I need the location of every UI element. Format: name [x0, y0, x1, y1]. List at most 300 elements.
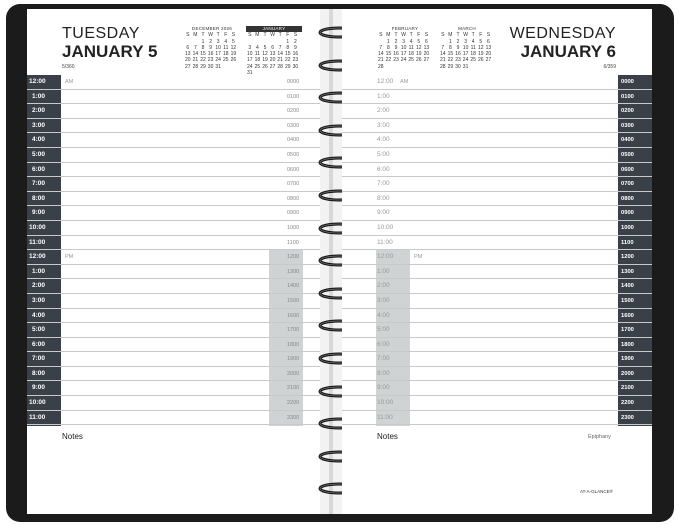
hour-label: 1:00 — [377, 92, 390, 100]
hour-row[interactable] — [342, 265, 652, 280]
am-marker: AM — [400, 79, 409, 85]
military-time: 0800 — [621, 195, 634, 202]
hour-label: 11:00 — [29, 413, 46, 421]
military-time: 0400 — [287, 137, 300, 144]
calendar-day: 12 — [262, 51, 268, 58]
hour-label: 2:00 — [32, 282, 46, 290]
calendar-day — [222, 64, 230, 70]
military-time: 0200 — [287, 108, 300, 115]
hour-label: 5:00 — [377, 326, 390, 334]
hour-label: 10:00 — [29, 223, 46, 231]
military-time: 1100 — [621, 239, 634, 246]
calendar-day — [469, 64, 477, 70]
calendar-day: 26 — [477, 57, 484, 64]
calendar-day: 4 — [256, 44, 259, 51]
hour-row[interactable] — [27, 236, 320, 251]
calendar-day: 2 — [293, 38, 297, 45]
calendar-day: 28 — [378, 63, 384, 70]
hour-label: 8:00 — [32, 369, 46, 377]
calendar-day — [485, 64, 493, 70]
calendar-day: 5 — [231, 38, 235, 45]
hour-label: 3:00 — [377, 121, 390, 129]
calendar-day — [392, 64, 400, 70]
military-time: 2100 — [287, 385, 300, 392]
hour-row[interactable] — [342, 411, 652, 426]
calendar-day: 22 — [200, 57, 206, 64]
hour-row[interactable] — [27, 206, 320, 221]
calendar-weekday: M — [255, 32, 260, 39]
calendar-day: 20 — [485, 51, 492, 58]
calendar-day: 25 — [470, 57, 476, 64]
calendar-day: 13 — [269, 51, 276, 58]
calendar-day: 16 — [207, 51, 214, 58]
calendar-day: 6 — [424, 38, 428, 45]
hour-row[interactable] — [27, 396, 320, 411]
hour-row[interactable] — [27, 90, 320, 105]
hour-label: 12:00 — [377, 78, 394, 85]
calendar-day: 9 — [293, 44, 297, 51]
hour-label: 5:00 — [377, 150, 390, 158]
calendar-day: 5 — [417, 38, 421, 45]
calendar-day — [407, 64, 415, 70]
pm-marker: PM — [414, 254, 423, 261]
hour-row[interactable] — [27, 367, 320, 382]
calendar-month-title: FEBRUARY — [391, 26, 419, 31]
hour-row[interactable] — [342, 236, 652, 251]
calendar-day: 6 — [271, 44, 274, 51]
calendar-day: 26 — [415, 57, 422, 64]
calendar-day: 4 — [471, 38, 475, 45]
calendar-day: 14 — [277, 51, 283, 58]
calendar-day: 2 — [456, 38, 460, 45]
pm-marker: PM — [65, 254, 74, 261]
military-time: 1600 — [621, 312, 634, 319]
calendar-day: 7 — [278, 44, 282, 51]
hour-row[interactable] — [342, 90, 652, 105]
military-time: 1600 — [287, 312, 300, 319]
calendar-weekday: F — [286, 32, 290, 39]
calendar-day: 28 — [277, 63, 283, 70]
hour-label: 9:00 — [377, 209, 390, 217]
calendar-day: 7 — [379, 44, 383, 51]
hour-row[interactable] — [342, 309, 652, 324]
hour-label: 3:00 — [32, 296, 46, 304]
calendar-day: 31 — [215, 63, 221, 70]
calendar-month-title: DECEMBER 2026 — [191, 26, 233, 31]
hour-row[interactable] — [27, 338, 320, 353]
calendar-day — [400, 64, 408, 70]
calendar-day: 29 — [284, 63, 291, 70]
calendar-day: 23 — [292, 57, 299, 64]
hour-label: 10:00 — [377, 399, 394, 407]
hour-row[interactable] — [27, 381, 320, 396]
calendar-day: 16 — [393, 51, 399, 58]
calendar-day: 26 — [262, 63, 268, 70]
calendar-day: 1 — [387, 38, 390, 45]
hour-label: 10:00 — [29, 399, 46, 407]
calendar-day: 23 — [207, 57, 214, 64]
calendar-day — [423, 64, 431, 70]
calendar-day: 3 — [216, 38, 220, 45]
left-day-of-year: 5/360 — [62, 64, 75, 70]
hour-row[interactable] — [27, 265, 320, 280]
calendar-weekday: M — [193, 32, 198, 39]
calendar-day: 13 — [423, 44, 430, 51]
hour-row[interactable] — [342, 396, 652, 411]
calendar-day: 24 — [247, 63, 253, 70]
calendar-day: 17 — [400, 51, 407, 58]
calendar-day: 8 — [387, 44, 390, 51]
calendar-day: 3 — [248, 44, 252, 51]
calendar-day-grid — [377, 32, 433, 70]
right-day-of-year: 6/359 — [603, 64, 616, 70]
calendar-day: 12 — [415, 44, 422, 51]
hour-label: 5:00 — [32, 150, 46, 158]
calendar-day: 20 — [269, 57, 276, 64]
military-time: 0900 — [287, 210, 300, 217]
calendar-day: 16 — [455, 51, 461, 58]
mini-calendar-december — [184, 26, 240, 70]
calendar-weekday: T — [409, 32, 413, 39]
military-time: 0200 — [621, 108, 634, 115]
calendar-weekday: S — [248, 32, 252, 39]
calendar-day: 3 — [464, 38, 467, 45]
calendar-day: 10 — [215, 44, 221, 51]
calendar-weekday: S — [486, 32, 491, 39]
calendar-day: 8 — [449, 44, 452, 51]
calendar-day: 30 — [455, 63, 461, 70]
calendar-day — [230, 64, 238, 70]
military-time: 1500 — [287, 297, 300, 304]
calendar-day: 11 — [408, 44, 414, 51]
calendar-weekday: T — [216, 32, 220, 39]
calendar-day: 27 — [485, 57, 492, 64]
calendar-weekday: S — [231, 32, 236, 39]
calendar-day: 11 — [254, 51, 260, 58]
hour-label: 2:00 — [377, 282, 390, 290]
military-time: 0900 — [621, 210, 634, 217]
hour-label: 12:00 — [29, 78, 46, 85]
calendar-day: 25 — [408, 57, 414, 64]
hour-row[interactable] — [342, 192, 652, 207]
calendar-day: 27 — [185, 63, 191, 70]
hour-row[interactable] — [27, 75, 320, 90]
calendar-day: 15 — [447, 51, 454, 58]
military-time: 0700 — [287, 181, 300, 188]
calendar-day: 25 — [254, 63, 261, 70]
calendar-day: 4 — [409, 38, 413, 45]
military-time: 0000 — [287, 79, 300, 85]
military-time: 0100 — [287, 93, 300, 100]
calendar-day: 24 — [215, 57, 221, 64]
calendar-weekday: T — [456, 32, 460, 39]
calendar-weekday: S — [441, 32, 445, 39]
calendar-day: 22 — [284, 57, 291, 64]
calendar-day: 9 — [456, 44, 460, 51]
military-time: 1900 — [287, 356, 300, 363]
hour-row[interactable] — [342, 163, 652, 178]
calendar-day: 10 — [462, 44, 469, 51]
hour-row[interactable] — [342, 133, 652, 148]
calendar-day: 27 — [423, 57, 430, 64]
military-time: 1800 — [287, 341, 300, 348]
hour-row[interactable] — [27, 221, 320, 236]
hour-label: 2:00 — [32, 107, 46, 115]
military-time: 1000 — [287, 224, 300, 231]
left-page — [27, 9, 320, 514]
calendar-day: 23 — [393, 57, 399, 64]
calendar-weekday: T — [471, 32, 475, 39]
calendar-day: 15 — [200, 51, 206, 58]
calendar-day: 18 — [408, 51, 414, 58]
hour-row[interactable] — [342, 367, 652, 382]
hour-label: 8:00 — [377, 194, 390, 202]
calendar-day: 17 — [462, 51, 469, 58]
left-day-name: TUESDAY — [62, 25, 140, 42]
calendar-day: 28 — [192, 63, 199, 70]
hour-row[interactable] — [342, 250, 652, 265]
military-time: 1200 — [287, 254, 300, 261]
hour-row[interactable] — [27, 279, 320, 294]
mini-calendar-february — [377, 26, 433, 70]
military-time: 0700 — [621, 181, 634, 188]
hour-row[interactable] — [342, 323, 652, 338]
calendar-day: 24 — [400, 57, 407, 64]
calendar-day: 31 — [462, 63, 469, 70]
hour-row[interactable] — [342, 338, 652, 353]
hour-row[interactable] — [27, 309, 320, 324]
hour-label: 7:00 — [377, 180, 390, 188]
military-time: 2200 — [621, 400, 634, 407]
calendar-day: 23 — [455, 57, 461, 64]
hour-row[interactable] — [342, 104, 652, 119]
calendar-day: 24 — [462, 57, 469, 64]
hour-label: 5:00 — [32, 326, 46, 334]
hour-row[interactable] — [342, 279, 652, 294]
calendar-day: 1 — [286, 38, 290, 45]
hour-row[interactable] — [342, 294, 652, 309]
mini-calendar-march — [439, 26, 495, 70]
hour-label: 9:00 — [32, 384, 46, 392]
calendar-weekday: W — [270, 32, 275, 39]
military-time: 1800 — [621, 341, 634, 348]
calendar-day: 15 — [284, 51, 291, 58]
calendar-day: 16 — [292, 51, 299, 58]
calendar-day — [415, 64, 423, 70]
calendar-day: 22 — [447, 57, 454, 64]
calendar-weekday: T — [278, 32, 282, 39]
military-time: 1900 — [621, 356, 634, 363]
calendar-day-grid — [439, 32, 495, 70]
calendar-day: 20 — [185, 57, 191, 64]
calendar-day: 12 — [230, 44, 237, 51]
calendar-day: 9 — [209, 44, 212, 51]
hour-row[interactable] — [27, 148, 320, 163]
hour-row[interactable] — [342, 352, 652, 367]
military-time: 2000 — [287, 370, 300, 377]
military-time: 2000 — [621, 370, 634, 377]
hour-label: 11:00 — [377, 238, 393, 246]
hour-row[interactable] — [27, 133, 320, 148]
calendar-day: 17 — [215, 51, 221, 58]
brand-logo: AT-A-GLANCE® — [580, 489, 613, 494]
calendar-day: 4 — [224, 38, 228, 45]
calendar-day: 5 — [479, 38, 483, 45]
hour-label: 2:00 — [377, 107, 390, 115]
military-time: 0600 — [287, 166, 300, 173]
hour-row[interactable] — [342, 177, 652, 192]
calendar-day: 13 — [485, 44, 492, 51]
military-time: 1500 — [621, 297, 634, 304]
right-day-name: WEDNESDAY — [509, 25, 616, 42]
calendar-day: 14 — [378, 51, 384, 58]
calendar-day: 19 — [262, 57, 268, 64]
calendar-weekday: W — [401, 32, 406, 39]
hour-label: 4:00 — [377, 136, 390, 144]
hour-row[interactable] — [27, 163, 320, 178]
calendar-day: 21 — [378, 57, 384, 64]
calendar-day — [477, 64, 485, 70]
calendar-day: 20 — [423, 51, 430, 58]
calendar-day: 11 — [223, 44, 229, 51]
calendar-day: 13 — [185, 51, 191, 58]
calendar-day: 29 — [200, 63, 206, 70]
hour-label: 8:00 — [377, 369, 390, 377]
hour-label: 6:00 — [377, 340, 390, 348]
hour-label: 1:00 — [377, 267, 390, 275]
calendar-weekday: W — [208, 32, 213, 39]
calendar-day: 9 — [394, 44, 398, 51]
hour-row[interactable] — [27, 192, 320, 207]
calendar-day: 2 — [394, 38, 398, 45]
calendar-day: 22 — [385, 57, 392, 64]
hour-label: 4:00 — [32, 311, 46, 319]
military-time: 1100 — [287, 239, 299, 246]
military-time: 1300 — [287, 268, 300, 275]
right-schedule — [342, 75, 652, 425]
hour-label: 3:00 — [32, 121, 46, 129]
calendar-day: 26 — [230, 57, 237, 64]
calendar-day: 3 — [402, 38, 405, 45]
calendar-day: 2 — [209, 38, 212, 45]
hour-label: 6:00 — [377, 165, 390, 173]
calendar-day: 15 — [385, 51, 392, 58]
calendar-day: 7 — [441, 44, 445, 51]
hour-label: 1:00 — [32, 92, 46, 100]
hour-row[interactable] — [342, 148, 652, 163]
military-time: 1300 — [621, 268, 634, 275]
calendar-month-title: MARCH — [458, 26, 476, 31]
military-time: 0000 — [621, 79, 634, 85]
calendar-weekday: S — [293, 32, 298, 39]
hour-row[interactable] — [342, 119, 652, 134]
mini-calendar-january — [246, 26, 302, 76]
calendar-day: 10 — [247, 51, 253, 58]
calendar-weekday: S — [379, 32, 383, 39]
calendar-weekday: T — [201, 32, 205, 39]
hour-row[interactable] — [342, 221, 652, 236]
calendar-day: 11 — [470, 44, 476, 51]
calendar-day: 8 — [201, 44, 205, 51]
hour-label: 12:00 — [29, 253, 46, 261]
hour-label: 7:00 — [32, 355, 46, 363]
hour-row[interactable] — [27, 250, 320, 265]
hour-row[interactable] — [27, 104, 320, 119]
calendar-weekday: F — [224, 32, 228, 39]
left-schedule — [27, 75, 320, 425]
calendar-day: 17 — [247, 57, 253, 64]
calendar-weekday: F — [417, 32, 421, 39]
calendar-weekday: M — [448, 32, 453, 39]
hour-row[interactable] — [27, 119, 320, 134]
hour-label: 10:00 — [377, 223, 394, 231]
calendar-day: 19 — [230, 51, 237, 58]
calendar-day: 14 — [440, 51, 446, 58]
hour-row[interactable] — [342, 75, 652, 90]
calendar-day: 1 — [449, 38, 452, 45]
military-time: 2300 — [621, 414, 634, 421]
right-page — [342, 9, 652, 514]
calendar-day: 6 — [486, 38, 490, 45]
hour-row[interactable] — [27, 323, 320, 338]
hour-row[interactable] — [27, 177, 320, 192]
hour-label: 7:00 — [377, 355, 390, 363]
hour-row[interactable] — [27, 294, 320, 309]
hour-label: 8:00 — [32, 194, 46, 202]
hour-label: 4:00 — [377, 311, 390, 319]
calendar-weekday: T — [263, 32, 267, 39]
right-date: JANUARY 6 — [520, 42, 616, 61]
calendar-day: 31 — [247, 70, 253, 77]
am-marker: AM — [65, 79, 74, 85]
calendar-day: 8 — [286, 44, 290, 51]
hour-row[interactable] — [27, 411, 320, 426]
hour-row[interactable] — [342, 381, 652, 396]
right-notes-label: Notes — [377, 432, 398, 441]
military-time: 2100 — [621, 385, 634, 392]
calendar-weekday: T — [394, 32, 398, 39]
calendar-day: 5 — [263, 44, 267, 51]
hour-row[interactable] — [342, 206, 652, 221]
holiday-label: Epiphany — [588, 434, 611, 440]
calendar-day: 18 — [254, 57, 261, 64]
hour-label: 12:00 — [377, 253, 394, 261]
calendar-day: 14 — [192, 51, 199, 58]
military-time: 2300 — [287, 414, 300, 421]
hour-label: 11:00 — [29, 238, 46, 246]
hour-label: 6:00 — [32, 340, 46, 348]
hour-label: 4:00 — [32, 136, 46, 144]
calendar-day: 10 — [400, 44, 407, 51]
calendar-day: 30 — [207, 63, 214, 70]
calendar-day: 1 — [201, 38, 205, 45]
military-time: 0500 — [621, 151, 634, 158]
hour-label: 3:00 — [377, 296, 390, 304]
hour-label: 11:00 — [377, 413, 393, 421]
military-time: 1400 — [287, 283, 300, 290]
calendar-day: 12 — [477, 44, 484, 51]
calendar-day: 30 — [292, 63, 299, 70]
hour-row[interactable] — [27, 352, 320, 367]
calendar-day — [385, 64, 393, 70]
military-time: 1700 — [287, 327, 300, 334]
hour-label: 9:00 — [377, 384, 390, 392]
military-time: 0400 — [621, 137, 634, 144]
calendar-month-title: JANUARY — [246, 26, 302, 32]
military-time: 0300 — [621, 122, 634, 129]
hour-label: 9:00 — [32, 209, 46, 217]
calendar-weekday: S — [424, 32, 429, 39]
